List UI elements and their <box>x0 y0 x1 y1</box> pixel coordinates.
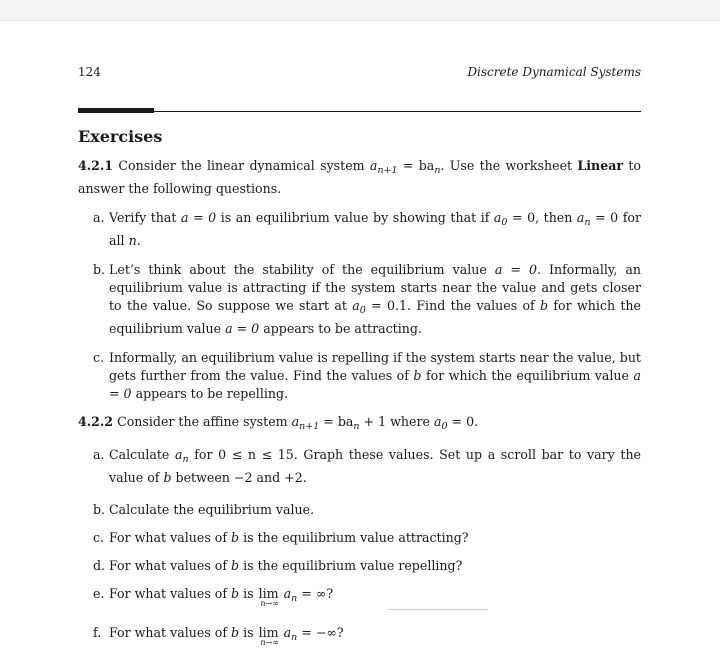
bottom-edge-line <box>388 609 488 610</box>
exercise-text: Consider the affine system <box>113 414 292 429</box>
list-item: a. Calculate $a_n$ for 0 ≤ n ≤ 15. Graph these values. Set up a scroll bar to vary the value of b between −2 and +2. <box>93 447 642 485</box>
list-item: b. Let’s think about the stability of the equilibrium value a = 0. Informally, an equilibrium value is attracting if the system starts near the value and gets closer to the value. So suppose we start at $a_0 = 0.1$. Find the values of b for which the equilibrium value a = 0 appears to be attracting. <box>93 262 641 336</box>
exercise-number: 4.2.2 <box>78 414 114 429</box>
item-label: d. <box>93 558 106 573</box>
limit-operator: lim n→∞ <box>258 585 280 603</box>
list-item: b. Calculate the equilibrium value. <box>93 502 315 517</box>
item-label: b. <box>93 502 106 517</box>
list-item: e. For what values of b is lim n→∞ $a_n$ = ∞? <box>93 586 334 608</box>
exercise-4-2-1: 4.2.1 Consider the linear dynamical system $a_{n+1} = ba_n$. Use the worksheet Linear to answer the following questions. <box>78 158 641 196</box>
limit-subscript: n→∞ <box>260 599 279 608</box>
page-header <box>78 65 641 83</box>
exercise-number: 4.2.1 <box>78 158 114 173</box>
exercise-4-2-2: 4.2.2 Consider the affine system $a_{n+1} = ba_n + 1$ where $a_0 = 0$. <box>78 414 479 432</box>
list-item: f. For what values of b is lim n→∞ $a_n$ = −∞? <box>93 625 344 647</box>
item-label: f. <box>93 625 102 640</box>
item-label: e. <box>93 586 105 601</box>
top-band <box>0 0 720 20</box>
section-rule-thin <box>78 111 641 112</box>
exercise-4-2-1-items <box>78 209 641 403</box>
list-item: c. For what values of b is the equilibrium value attracting? <box>93 530 469 545</box>
top-band-border <box>0 20 720 21</box>
item-label: c. <box>93 530 105 545</box>
section-title: Exercises <box>78 127 163 146</box>
limit-subscript: n→∞ <box>260 638 279 647</box>
page-number: 124 <box>78 65 101 79</box>
limit-operator: lim n→∞ <box>258 624 280 642</box>
item-label: b. <box>93 262 106 277</box>
item-label: a. <box>93 447 105 462</box>
exercise-4-2-2-items <box>78 446 641 647</box>
list-item: c. Informally, an equilibrium value is repelling if the system starts near the value, but gets further from the value. Find the values of b for which the equilibrium value a = 0 appears to be repelling. <box>93 350 641 401</box>
running-title: Discrete Dynamical Systems <box>467 65 641 79</box>
item-label: c. <box>93 350 105 365</box>
list-item: a. Verify that a = 0 is an equilibrium value by showing that if $a_0 = 0$, then $a_n = 0$ for all n. <box>93 210 641 248</box>
exercise-text: Consider the linear dynamical system <box>113 158 370 173</box>
item-label: a. <box>93 210 105 225</box>
page-content <box>78 124 641 647</box>
list-item: d. For what values of b is the equilibrium value repelling? <box>93 558 463 573</box>
worksheet-name: Linear <box>577 158 624 173</box>
